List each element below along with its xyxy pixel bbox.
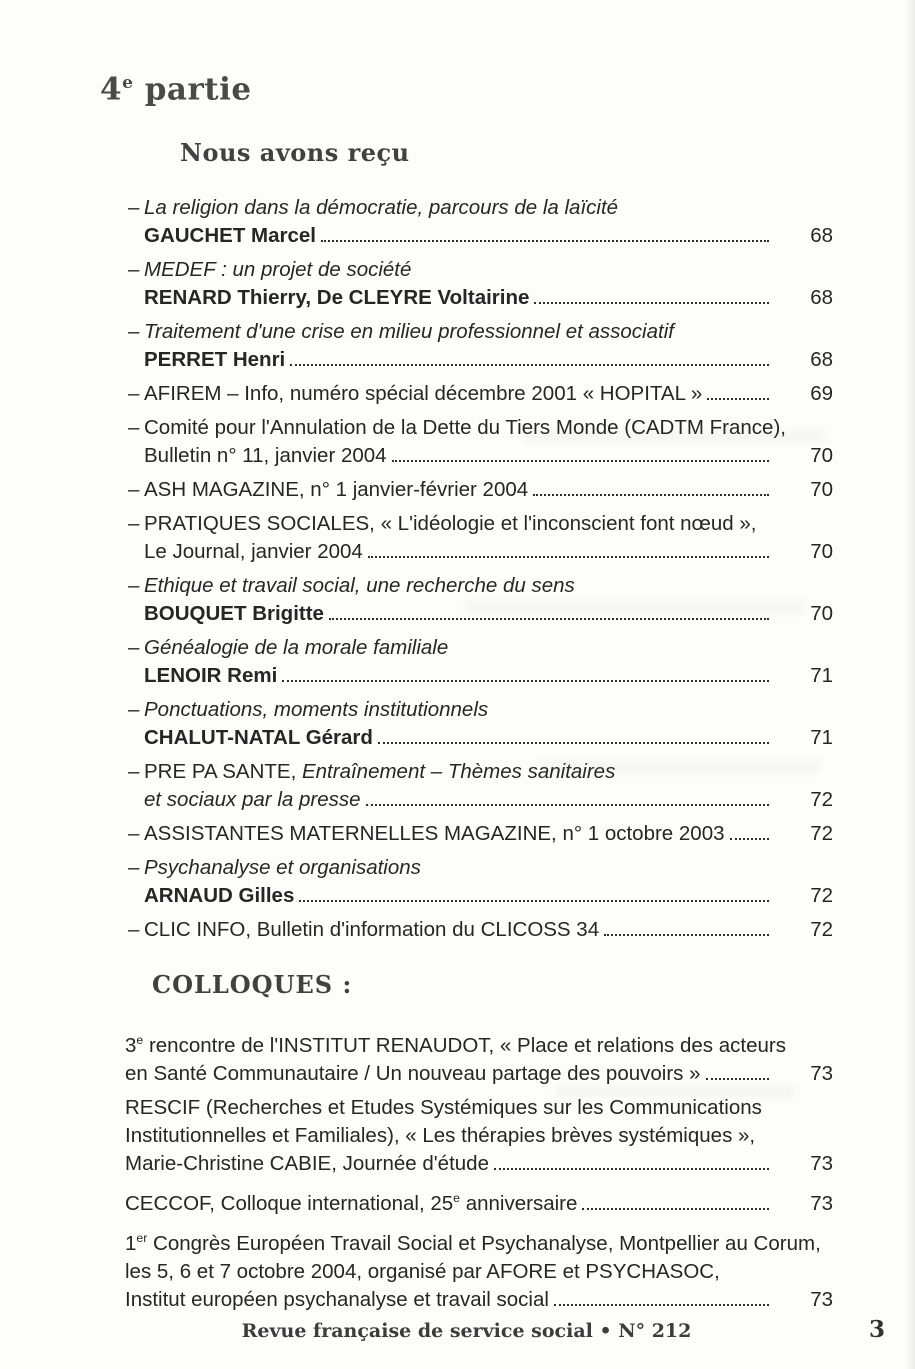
entry-page-number: 72 bbox=[810, 884, 833, 908]
entry-text bbox=[144, 572, 575, 600]
entry-dash: – bbox=[128, 760, 140, 784]
entry-text bbox=[144, 916, 599, 944]
leader-dots bbox=[707, 398, 769, 400]
text-segment: Traitement d'une crise en milieu professionnel et associatif bbox=[144, 320, 674, 344]
toc-line bbox=[125, 1122, 833, 1150]
entry-text bbox=[144, 380, 702, 408]
entry-text bbox=[144, 442, 387, 470]
toc-line bbox=[128, 256, 833, 284]
text-segment: les 5, 6 et 7 octobre 2004, organisé par AFORE et PSYCHASOC, bbox=[125, 1259, 720, 1283]
entry-text bbox=[125, 1122, 755, 1150]
entry-page-number: 73 bbox=[810, 1152, 833, 1176]
entry-page-number: 72 bbox=[810, 788, 833, 812]
leader-dots bbox=[533, 494, 769, 496]
entry-text bbox=[125, 1258, 720, 1286]
entry-text bbox=[144, 256, 411, 284]
toc-entry bbox=[128, 194, 833, 250]
toc-entry bbox=[128, 510, 833, 566]
entry-dash: – bbox=[128, 512, 140, 536]
entry-dash: – bbox=[128, 856, 140, 880]
text-segment: PERRET Henri bbox=[144, 348, 286, 372]
toc-line bbox=[128, 786, 833, 814]
entry-page-number: 71 bbox=[810, 726, 833, 750]
toc-line bbox=[128, 572, 833, 600]
toc-entry bbox=[125, 1026, 833, 1088]
text-segment: Le Journal, janvier 2004 bbox=[144, 540, 363, 564]
text-segment: Comité pour l'Annulation de la Dette du Tiers Monde (CADTM France), bbox=[144, 416, 786, 440]
entry-text bbox=[144, 318, 674, 346]
toc-line bbox=[128, 538, 833, 566]
leader-dots bbox=[299, 900, 769, 902]
toc-entry bbox=[128, 634, 833, 690]
leader-dots bbox=[368, 556, 769, 558]
toc-line bbox=[125, 1150, 833, 1178]
entry-dash: – bbox=[128, 478, 140, 502]
entry-page-number: 68 bbox=[810, 348, 833, 372]
toc-line bbox=[128, 696, 833, 724]
toc-line bbox=[128, 634, 833, 662]
entry-page-number: 70 bbox=[810, 602, 833, 626]
entry-page-number: 70 bbox=[810, 540, 833, 564]
text-segment: e bbox=[122, 73, 134, 93]
entry-dash: – bbox=[128, 918, 140, 942]
entry-dash: – bbox=[128, 636, 140, 660]
text-segment: BOUQUET Brigitte bbox=[144, 602, 324, 626]
entry-text bbox=[144, 786, 361, 814]
text-segment: et sociaux par la presse bbox=[144, 788, 361, 812]
text-segment: La religion dans la démocratie, parcours de la laïcité bbox=[144, 196, 619, 220]
section-heading-colloques: COLLOQUES : bbox=[152, 970, 353, 1000]
entry-text bbox=[144, 662, 277, 690]
toc-line bbox=[125, 1094, 833, 1122]
part-heading bbox=[100, 64, 833, 108]
entry-dash: – bbox=[128, 382, 140, 406]
text-segment: MEDEF : un projet de société bbox=[144, 258, 412, 282]
entry-dash: – bbox=[128, 822, 140, 846]
toc-line bbox=[128, 476, 833, 504]
toc-entry bbox=[128, 380, 833, 408]
text-segment: 3 bbox=[125, 1034, 137, 1058]
leader-dots bbox=[366, 804, 769, 806]
entry-text bbox=[144, 284, 529, 312]
toc-line bbox=[128, 854, 833, 882]
entry-text bbox=[144, 820, 725, 848]
toc-entry bbox=[128, 854, 833, 910]
page-footer bbox=[100, 1315, 885, 1354]
entry-page-number: 68 bbox=[810, 286, 833, 310]
text-segment: PRATIQUES SOCIALES, « L'idéologie et l'inconscient font nœud », bbox=[144, 512, 757, 536]
text-segment: Institut européen psychanalyse et travail social bbox=[125, 1287, 549, 1311]
toc-entry bbox=[128, 758, 833, 814]
entry-page-number: 70 bbox=[810, 478, 833, 502]
toc-line bbox=[128, 380, 833, 408]
entry-text bbox=[144, 854, 421, 882]
text-segment: ASSISTANTES MATERNELLES MAGAZINE, n° 1 octobre 2003 bbox=[144, 822, 725, 846]
entry-dash: – bbox=[128, 196, 140, 220]
entry-text bbox=[144, 194, 618, 222]
leader-dots bbox=[494, 1168, 769, 1170]
toc-line bbox=[128, 318, 833, 346]
toc-line bbox=[128, 414, 833, 442]
toc-entry bbox=[128, 414, 833, 470]
toc-entry bbox=[128, 476, 833, 504]
entry-text bbox=[125, 1184, 577, 1218]
entry-page-number: 72 bbox=[810, 822, 833, 846]
text-segment: Ponctuations, moments institutionnels bbox=[144, 698, 489, 722]
text-segment: Marie-Christine CABIE, Journée d'étude bbox=[125, 1152, 489, 1176]
entry-text bbox=[125, 1060, 701, 1088]
journal-title: Revue française de service social • N° 212 bbox=[241, 1319, 692, 1342]
entry-text bbox=[125, 1150, 489, 1178]
entry-text bbox=[144, 222, 316, 250]
leader-dots bbox=[392, 460, 769, 462]
entry-dash: – bbox=[128, 698, 140, 722]
text-segment: Institutionnelles et Familiales), « Les thérapies brèves systémiques », bbox=[125, 1124, 756, 1148]
toc-line bbox=[128, 442, 833, 470]
entry-text bbox=[144, 724, 373, 752]
text-segment: en Santé Communautaire / Un nouveau partage des pouvoirs » bbox=[125, 1062, 701, 1086]
leader-dots bbox=[329, 618, 769, 620]
entry-page-number: 70 bbox=[810, 444, 833, 468]
entry-page-number: 68 bbox=[810, 224, 833, 248]
text-segment: LENOIR Remi bbox=[144, 664, 278, 688]
entry-page-number: 72 bbox=[810, 918, 833, 942]
leader-dots bbox=[706, 1078, 769, 1080]
toc-entry bbox=[125, 1224, 833, 1314]
entry-dash: – bbox=[128, 320, 140, 344]
entry-text bbox=[144, 346, 285, 374]
entry-dash: – bbox=[128, 258, 140, 282]
toc-line bbox=[128, 662, 833, 690]
entry-text bbox=[125, 1026, 786, 1060]
toc-line bbox=[125, 1026, 833, 1060]
text-segment: Congrès Européen Travail Social et Psychanalyse, Montpellier au Corum, bbox=[147, 1231, 821, 1255]
toc-entry bbox=[128, 820, 833, 848]
text-segment: CLIC INFO, Bulletin d'information du CLICOSS 34 bbox=[144, 918, 600, 942]
page-number-folio: 3 bbox=[868, 1315, 885, 1343]
toc-line bbox=[128, 820, 833, 848]
entry-page-number: 73 bbox=[810, 1191, 833, 1215]
entry-text bbox=[144, 696, 488, 724]
text-segment: rencontre de l'INSTITUT RENAUDOT, « Place et relations des acteurs bbox=[143, 1034, 786, 1058]
section-heading-recu: Nous avons reçu bbox=[180, 138, 410, 168]
entry-page-number: 71 bbox=[810, 664, 833, 688]
toc-line bbox=[128, 916, 833, 944]
text-segment: Bulletin n° 11, janvier 2004 bbox=[144, 444, 387, 468]
text-segment: partie bbox=[133, 71, 252, 108]
entry-page-number: 69 bbox=[810, 382, 833, 406]
toc-line bbox=[125, 1258, 833, 1286]
section-colloques bbox=[125, 970, 833, 1313]
text-segment: PRE PA SANTE, bbox=[144, 760, 302, 784]
text-segment: 4 bbox=[100, 71, 123, 108]
toc-line bbox=[125, 1224, 833, 1258]
text-segment: anniversaire bbox=[460, 1191, 578, 1215]
entry-text bbox=[144, 600, 324, 628]
leader-dots bbox=[321, 240, 769, 242]
leader-dots bbox=[604, 934, 769, 936]
toc-line bbox=[128, 222, 833, 250]
toc-entry bbox=[128, 916, 833, 944]
leader-dots bbox=[282, 680, 769, 682]
leader-dots bbox=[378, 742, 769, 744]
text-segment: Entraînement – Thèmes sanitaires bbox=[301, 760, 616, 784]
text-segment: RESCIF (Recherches et Etudes Systémiques sur les Communications bbox=[125, 1096, 762, 1120]
entry-text bbox=[144, 882, 294, 910]
toc-line bbox=[128, 724, 833, 752]
text-segment: 1 bbox=[125, 1231, 137, 1255]
text-segment: e bbox=[453, 1191, 461, 1206]
entry-dash: – bbox=[128, 574, 140, 598]
entry-text bbox=[144, 476, 528, 504]
text-segment: er bbox=[136, 1230, 148, 1245]
entry-page-number: 73 bbox=[810, 1287, 833, 1311]
leader-dots bbox=[554, 1304, 769, 1306]
toc-line bbox=[125, 1060, 833, 1088]
entry-text bbox=[125, 1224, 821, 1258]
entry-text bbox=[144, 510, 757, 538]
text-segment: e bbox=[136, 1033, 144, 1048]
section-recu bbox=[128, 138, 833, 944]
entry-page-number: 73 bbox=[810, 1062, 833, 1086]
toc-content bbox=[125, 108, 833, 1319]
leader-dots bbox=[582, 1208, 769, 1210]
text-segment: AFIREM – Info, numéro spécial décembre 2001 « HOPITAL » bbox=[144, 382, 703, 406]
toc-line bbox=[128, 510, 833, 538]
leader-dots bbox=[730, 838, 769, 840]
toc-entry bbox=[128, 256, 833, 312]
toc-line bbox=[128, 600, 833, 628]
text-segment: RENARD Thierry, De CLEYRE Voltairine bbox=[144, 286, 530, 310]
text-segment: CECCOF, Colloque international, 25 bbox=[125, 1191, 454, 1215]
toc-entry bbox=[128, 696, 833, 752]
text-segment: Psychanalyse et organisations bbox=[144, 856, 421, 880]
toc-line bbox=[128, 194, 833, 222]
toc-entry bbox=[128, 318, 833, 374]
toc-entry bbox=[128, 572, 833, 628]
text-segment: GAUCHET Marcel bbox=[144, 224, 317, 248]
scan-edge-shadow bbox=[905, 0, 915, 1369]
toc-line bbox=[128, 346, 833, 374]
entry-text bbox=[125, 1286, 549, 1314]
text-segment: ARNAUD Gilles bbox=[144, 884, 295, 908]
leader-dots bbox=[290, 364, 769, 366]
text-segment: Généalogie de la morale familiale bbox=[144, 636, 449, 660]
toc-entry bbox=[125, 1094, 833, 1178]
toc-entry bbox=[125, 1184, 833, 1218]
toc-line bbox=[128, 758, 833, 786]
toc-line bbox=[128, 882, 833, 910]
toc-line bbox=[128, 284, 833, 312]
text-segment: CHALUT-NATAL Gérard bbox=[144, 726, 373, 750]
entry-text bbox=[144, 634, 448, 662]
text-segment: ASH MAGAZINE, n° 1 janvier-février 2004 bbox=[144, 478, 529, 502]
entry-text bbox=[144, 758, 615, 786]
entry-text bbox=[144, 414, 786, 442]
toc-line bbox=[125, 1286, 833, 1314]
leader-dots bbox=[534, 302, 769, 304]
toc-line bbox=[125, 1184, 833, 1218]
entry-text bbox=[144, 538, 363, 566]
text-segment: Ethique et travail social, une recherche du sens bbox=[144, 574, 575, 598]
entry-text bbox=[125, 1094, 762, 1122]
entry-dash: – bbox=[128, 416, 140, 440]
